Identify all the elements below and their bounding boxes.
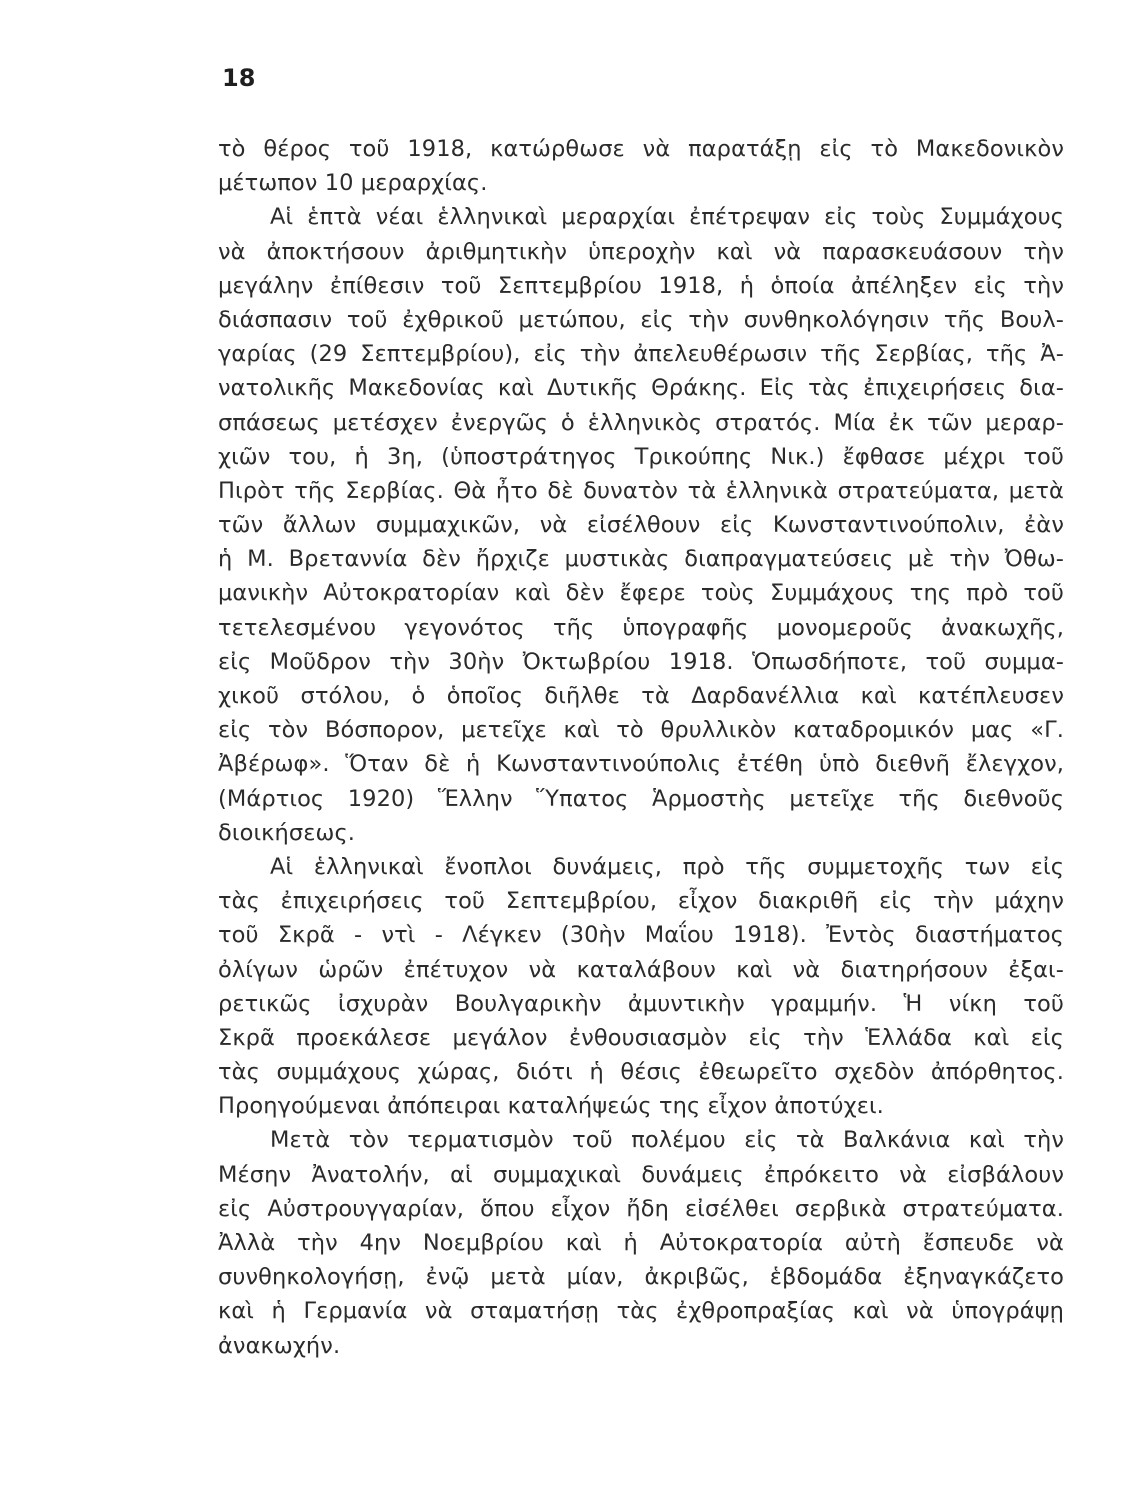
text-line: εἰς Αὐστρουγγαρίαν, ὅπου εἶχον ἤδη εἰσέλθει σερβικὰ στρατεύματα. <box>218 1195 1064 1222</box>
text-line: τὰς συμμάχους χώρας, διότι ἡ θέσις ἐθεωρεῖτο σχεδὸν ἀπόρθητος. <box>218 1059 1064 1086</box>
text-line: Μετὰ τὸν τερματισμὸν τοῦ πολέμου εἰς τὰ Βαλκάνια καὶ τὴν <box>270 1127 1064 1154</box>
text-line: Μέσην Ἀνατολήν, αἱ συμμαχικαὶ δυνάμεις ἐπρόκειτο νὰ εἰσβάλουν <box>218 1161 1064 1188</box>
page-number: 18 <box>222 64 256 92</box>
text-line: χικοῦ στόλου, ὁ ὁποῖος διῆλθε τὰ Δαρδανέλλια καὶ κατέπλευσεν <box>218 683 1064 709</box>
text-line: μανικὴν Αὐτοκρατορίαν καὶ δὲν ἔφερε τοὺς Συμμάχους της πρὸ τοῦ <box>218 580 1064 607</box>
text-line: σπάσεως μετέσχεν ἐνεργῶς ὁ ἑλληνικὸς στρατός. Μία ἐκ τῶν μεραρ- <box>218 409 1064 436</box>
text-line: καὶ ἡ Γερμανία νὰ σταματήσῃ τὰς ἐχθροπραξίας καὶ νὰ ὑπογράψῃ <box>218 1298 1064 1325</box>
text-line: Πιρὸτ τῆς Σερβίας. Θὰ ἦτο δὲ δυνατὸν τὰ ἑλληνικὰ στρατεύματα, μετὰ <box>218 477 1064 504</box>
text-line: εἰς τὸν Βόσπορον, μετεῖχε καὶ τὸ θρυλλικὸν καταδρομικόν μας «Γ. <box>218 717 1064 744</box>
text-line: χιῶν του, ἡ 3η, (ὑποστράτηγος Τρικούπης Νικ.) ἔφθασε μέχρι τοῦ <box>218 443 1064 470</box>
text-line: Προηγούμεναι ἀπόπειραι καταλήψεώς της εἶχον ἀποτύχει. <box>218 1093 884 1120</box>
text-line: μεγάλην ἐπίθεσιν τοῦ Σεπτεμβρίου 1918, ἡ ὁποία ἀπέληξεν εἰς τὴν <box>218 272 1064 299</box>
text-line: Αἱ ἑπτὰ νέαι ἑλληνικαὶ μεραρχίαι ἐπέτρεψαν εἰς τοὺς Συμμάχους <box>270 204 1064 231</box>
text-line: εἰς Μοῦδρον τὴν 30ὴν Ὀκτωβρίου 1918. Ὁπωσδήποτε, τοῦ συμμα- <box>218 648 1064 675</box>
text-line: μέτωπον 10 μεραρχίας. <box>218 170 488 197</box>
text-line: διάσπασιν τοῦ ἐχθρικοῦ μετώπου, εἰς τὴν συνθηκολόγησιν τῆς Βουλ- <box>218 306 1064 333</box>
text-line: Ἀλλὰ τὴν 4ην Νοεμβρίου καὶ ἡ Αὐτοκρατορία αὐτὴ ἔσπευδε νὰ <box>218 1230 1064 1256</box>
body-text <box>218 132 1064 1363</box>
text-line: τὰς ἐπιχειρήσεις τοῦ Σεπτεμβρίου, εἶχον διακριθῆ εἰς τὴν μάχην <box>218 888 1064 915</box>
text-line: Σκρᾶ προεκάλεσε μεγάλον ἐνθουσιασμὸν εἰς τὴν Ἑλλάδα καὶ εἰς <box>218 1024 1064 1051</box>
text-line: συνθηκολογήσῃ, ἐνῷ μετὰ μίαν, ἀκριβῶς, ἑβδομάδα ἐξηναγκάζετο <box>218 1264 1064 1291</box>
text-line: ἀνακωχήν. <box>218 1332 341 1359</box>
text-line: τοῦ Σκρᾶ - ντὶ - Λέγκεν (30ὴν Μαΐου 1918). Ἐντὸς διαστήματος <box>218 922 1064 949</box>
text-line: τῶν ἄλλων συμμαχικῶν, νὰ εἰσέλθουν εἰς Κωνσταντινούπολιν, ἐὰν <box>218 512 1064 539</box>
text-line: γαρίας (29 Σεπτεμβρίου), εἰς τὴν ἀπελευθέρωσιν τῆς Σερβίας, τῆς Ἀ- <box>218 341 1064 368</box>
text-line: τετελεσμένου γεγονότος τῆς ὑπογραφῆς μονομεροῦς ἀνακωχῆς, <box>218 614 1064 641</box>
text-line: ἡ Μ. Βρεταννία δὲν ἤρχιζε μυστικὰς διαπραγματεύσεις μὲ τὴν Ὀθω- <box>218 546 1064 573</box>
text-line: νατολικῆς Μακεδονίας καὶ Δυτικῆς Θράκης. Εἰς τὰς ἐπιχειρήσεις δια- <box>218 375 1064 402</box>
text-line: ὀλίγων ὡρῶν ἐπέτυχον νὰ καταλάβουν καὶ νὰ διατηρήσουν ἐξαι- <box>218 956 1064 983</box>
text-line: νὰ ἀποκτήσουν ἀριθμητικὴν ὑπεροχὴν καὶ νὰ παρασκευάσουν τὴν <box>218 238 1064 265</box>
text-line: ρετικῶς ἰσχυρὰν Βουλγαρικὴν ἀμυντικὴν γραμμήν. Ἡ νίκη τοῦ <box>218 990 1064 1017</box>
text-line: Αἱ ἑλληνικαὶ ἔνοπλοι δυνάμεις, πρὸ τῆς συμμετοχῆς των εἰς <box>270 853 1064 880</box>
text-line: Ἀβέρωφ». Ὅταν δὲ ἡ Κωνσταντινούπολις ἐτέθη ὑπὸ διεθνῆ ἔλεγχον, <box>218 751 1064 778</box>
text-line: τὸ θέρος τοῦ 1918, κατώρθωσε νὰ παρατάξῃ εἰς τὸ Μακεδονικὸν <box>218 136 1064 162</box>
text-line: διοικήσεως. <box>218 819 356 846</box>
text-line: (Μάρτιος 1920) Ἕλλην Ὕπατος Ἁρμοστὴς μετεῖχε τῆς διεθνοῦς <box>218 785 1064 812</box>
